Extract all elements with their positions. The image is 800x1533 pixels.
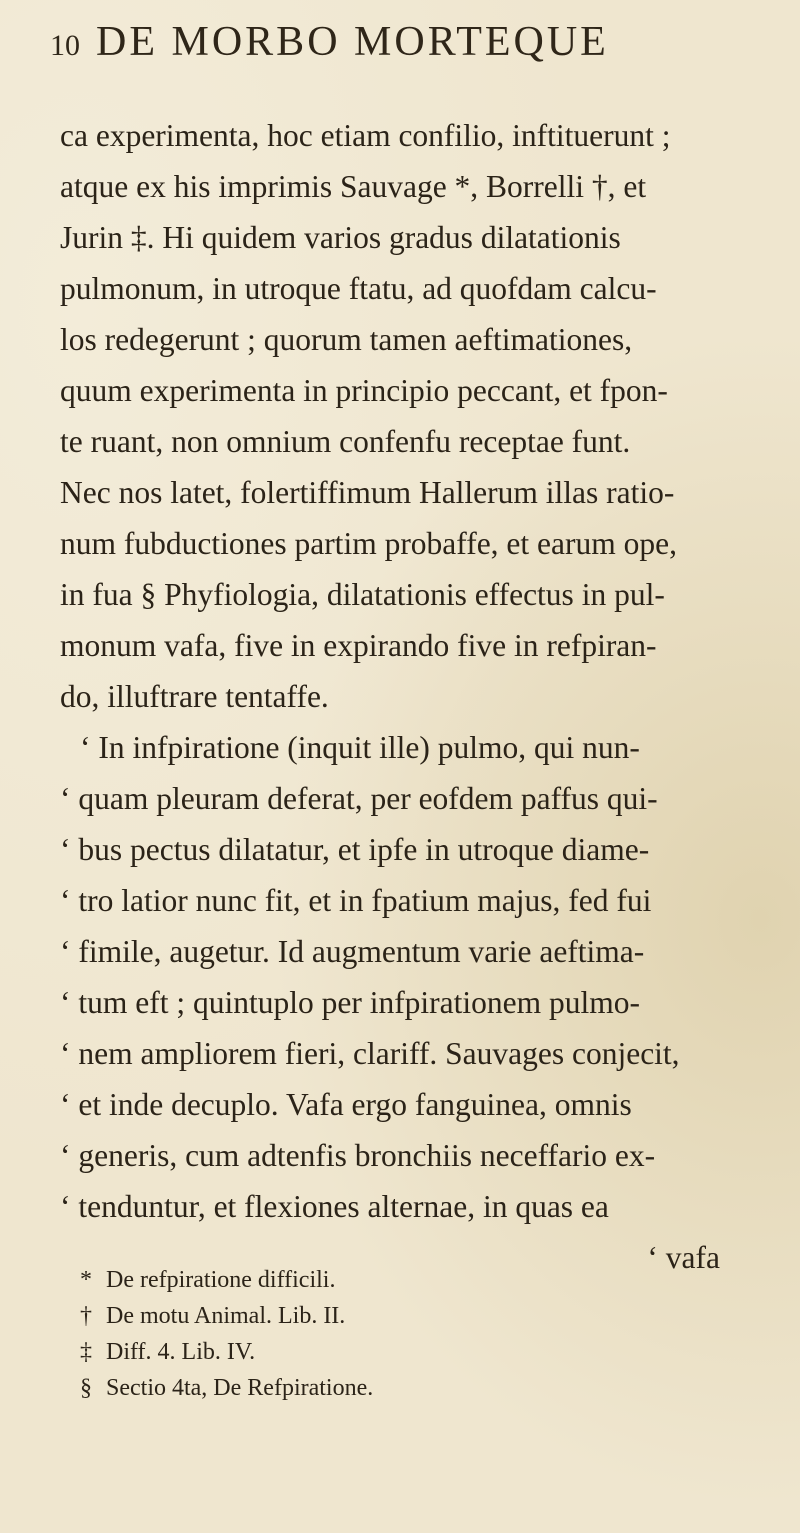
text-line: te ruant, non omnium confenfu receptae funt. bbox=[60, 424, 631, 459]
footnote-symbol: § bbox=[80, 1375, 92, 1401]
text-line: quum experimenta in principio peccant, et fpon- bbox=[60, 373, 668, 408]
text-line: Jurin ‡. Hi quidem varios gradus dilatationis bbox=[60, 220, 621, 255]
footnote-text: De motu Animal. Lib. II. bbox=[106, 1303, 346, 1329]
quote-line: ‘ bus pectus dilatatur, et ipfe in utroque diame- bbox=[60, 832, 650, 867]
footnote-symbol: * bbox=[80, 1267, 92, 1293]
footnote bbox=[80, 1370, 720, 1406]
quote-line: ‘ quam pleuram deferat, per eofdem paffus qui- bbox=[60, 781, 658, 816]
quote-line: ‘ tum eft ; quintuplo per infpirationem pulmo- bbox=[60, 985, 641, 1020]
quote-line: ‘ tro latior nunc fit, et in fpatium majus, fed fui bbox=[60, 883, 652, 918]
quote-line: ‘ et inde decuplo. Vafa ergo fanguinea, omnis bbox=[60, 1087, 632, 1122]
quote-line: ‘ fimile, augetur. Id augmentum varie aeftima- bbox=[60, 934, 645, 969]
footnote-symbol: ‡ bbox=[80, 1339, 92, 1365]
quote-line: ‘ In infpiratione (inquit ille) pulmo, qui nun- bbox=[80, 730, 640, 765]
footnote-text: De refpiratione difficili. bbox=[106, 1267, 336, 1293]
footnote bbox=[80, 1298, 720, 1334]
text-line: Nec nos latet, folertiffimum Hallerum illas ratio- bbox=[60, 475, 675, 510]
page-number: 10 bbox=[50, 29, 80, 62]
footnote bbox=[80, 1262, 720, 1298]
text-line: atque ex his imprimis Sauvage *, Borrelli †, et bbox=[60, 169, 647, 204]
text-line: los redegerunt ; quorum tamen aeftimationes, bbox=[60, 322, 633, 357]
running-title: DE MORBO MORTEQUE bbox=[96, 19, 609, 65]
footnote bbox=[80, 1334, 720, 1370]
catchword: ‘ vafa bbox=[647, 1240, 720, 1275]
quote-line: ‘ tenduntur, et flexiones alternae, in quas ea bbox=[60, 1189, 609, 1224]
footnote-symbol: † bbox=[80, 1303, 92, 1329]
text-line: monum vafa, five in expirando five in refpiran- bbox=[60, 628, 657, 663]
running-header bbox=[50, 18, 750, 78]
quote-line: ‘ nem ampliorem fieri, clariff. Sauvages conjecit, bbox=[60, 1036, 680, 1071]
text-line: in fua § Phyfiologia, dilatationis effectus in pul- bbox=[60, 577, 665, 612]
text-line: pulmonum, in utroque ftatu, ad quofdam calcu- bbox=[60, 271, 657, 306]
text-line: num fubductiones partim probaffe, et earum ope, bbox=[60, 526, 677, 561]
body-text bbox=[60, 110, 750, 1283]
text-line: ca experimenta, hoc etiam confilio, inftituerunt ; bbox=[60, 118, 671, 153]
footnote-text: Sectio 4ta, De Refpiratione. bbox=[106, 1375, 374, 1401]
footnotes bbox=[80, 1262, 720, 1406]
footnote-text: Diff. 4. Lib. IV. bbox=[106, 1339, 256, 1365]
text-line: do, illuftrare tentaffe. bbox=[60, 679, 329, 714]
quote-line: ‘ generis, cum adtenfis bronchiis neceffario ex- bbox=[60, 1138, 656, 1173]
